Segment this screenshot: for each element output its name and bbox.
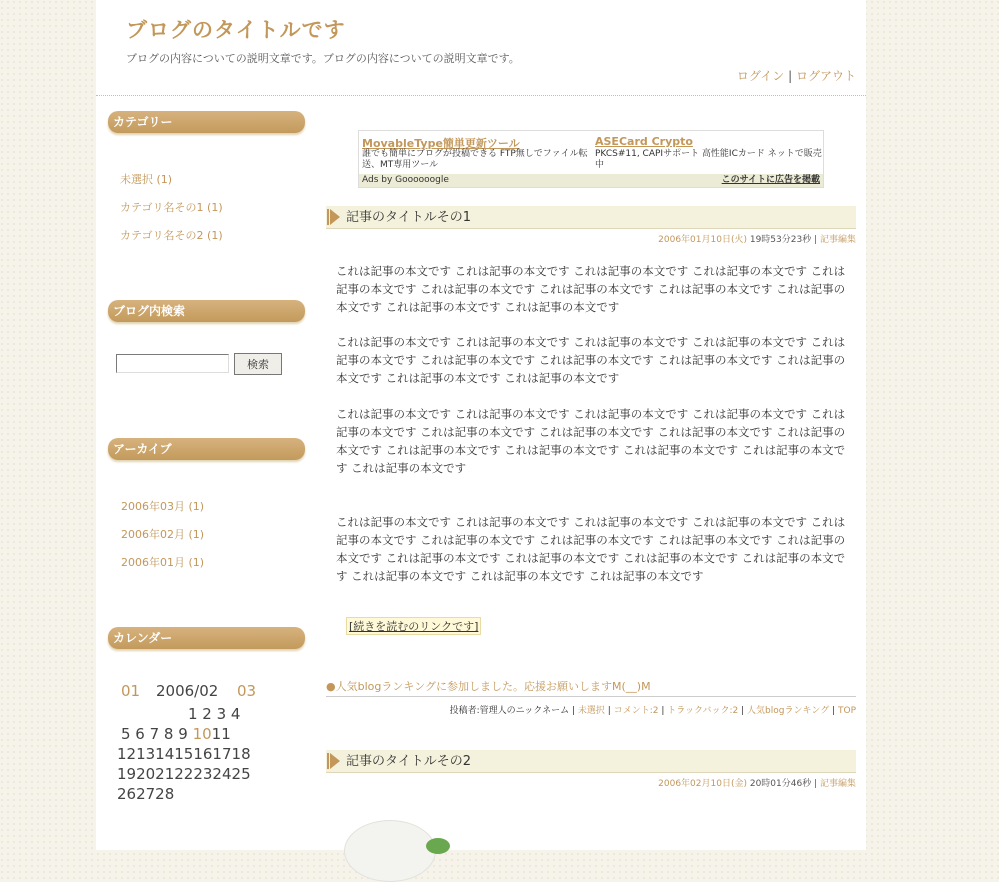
category-link-1[interactable]: カテゴリ名その1 (1): [120, 201, 223, 214]
entry-2-garnish-image: [426, 838, 450, 854]
search-button[interactable]: 検索: [234, 353, 282, 375]
calendar-row-4: 19202122232425: [117, 765, 251, 783]
entry-2-meta: 2006年02月10日(金) 20時01分46秒 | 記事編集: [658, 779, 856, 789]
entry-2-date[interactable]: 2006年02月10日(金): [658, 779, 747, 789]
read-more-link[interactable]: [続きを読むのリンクです]: [346, 617, 481, 635]
entry-top-link[interactable]: TOP: [837, 706, 856, 716]
entry-author: 投稿者:管理人のニックネーム: [449, 706, 570, 716]
archive-link-2006-02[interactable]: 2006年02月 (1): [121, 528, 205, 541]
ad-1-title[interactable]: MovableType簡単更新ツール: [362, 137, 520, 150]
ad-2-title[interactable]: ASECard Crypto: [595, 135, 693, 148]
logout-link[interactable]: ログアウト: [795, 69, 856, 83]
login-separator: |: [788, 69, 793, 83]
entry-trackbacks-link[interactable]: トラックバック:2: [667, 706, 739, 716]
category-heading: カテゴリー: [108, 111, 305, 133]
entry-comments-link[interactable]: コメント:2: [613, 706, 659, 716]
calendar-current-month: 2006/02: [156, 682, 219, 700]
calendar-row-5: 262728: [117, 785, 175, 803]
title-marker-icon: [330, 753, 340, 769]
entry-1-footer: 投稿者:管理人のニックネーム | 未選択 | コメント:2 | トラックバック:2 | 人気blogランキング | TOP: [449, 706, 856, 716]
entry-2-food-image: [344, 820, 436, 882]
calendar-row-2: 5 6 7 8 9 1011: [121, 725, 231, 743]
blog-description: ブログの内容についての説明文章です。ブログの内容についての説明文章です。: [126, 52, 520, 65]
calendar-prev-month[interactable]: 01: [121, 682, 141, 700]
calendar-row-1: 1 2 3 4: [188, 705, 241, 723]
entry-2-edit-link[interactable]: 記事編集: [819, 779, 856, 789]
ad-footer: [359, 174, 823, 187]
ad-1-text: 誰でも簡単にブログが投稿できる FTP無しでファイル転送、MT専用ツール: [362, 149, 588, 170]
header-divider: [96, 95, 866, 96]
entry-1-edit-link[interactable]: 記事編集: [819, 235, 856, 245]
archive-link-2006-01[interactable]: 2006年01月 (1): [121, 556, 205, 569]
entry-1-paragraph-3: これは記事の本文です これは記事の本文です これは記事の本文です これは記事の本文です これは記事の本文です これは記事の本文です これは記事の本文です これは記事の本文です これは記事の本文です これは記事の本文です これは記事の本文です これは記事の本文です これは記事の本文です これは記事の本文です: [336, 407, 846, 475]
title-marker-icon: [330, 209, 340, 225]
entry-2-title[interactable]: [326, 750, 856, 773]
entry-1-paragraph-2: これは記事の本文です これは記事の本文です これは記事の本文です これは記事の本文です これは記事の本文です これは記事の本文です これは記事の本文です これは記事の本文です これは記事の本文です これは記事の本文です これは記事の本文です: [336, 335, 846, 385]
archive-link-2006-03[interactable]: 2006年03月 (1): [121, 500, 205, 513]
entry-1-paragraph-1: これは記事の本文です これは記事の本文です これは記事の本文です これは記事の本文です これは記事の本文です これは記事の本文です これは記事の本文です これは記事の本文です これは記事の本文です これは記事の本文です これは記事の本文です: [336, 264, 846, 314]
search-heading: ブログ内検索: [108, 300, 305, 322]
calendar-next-month[interactable]: 03: [237, 682, 257, 700]
entry-ranking-link[interactable]: 人気blogランキング: [747, 706, 830, 716]
entry-1-time: 19時53分23秒: [749, 235, 812, 245]
login-link[interactable]: ログイン: [736, 69, 785, 83]
entry-1-title[interactable]: [326, 206, 856, 229]
entry-1-date[interactable]: 2006年01月10日(火): [658, 235, 747, 245]
ad-2-text: PKCS#11, CAPIサポート 高性能ICカード ネットで販売中: [595, 149, 822, 170]
advertise-link[interactable]: このサイトに広告を掲載: [721, 175, 820, 185]
calendar-day-10[interactable]: 10: [192, 725, 212, 743]
ranking-link[interactable]: ●人気blogランキングに参加しました。応援お願いしますM(__)M: [326, 678, 856, 697]
ad-block: [358, 130, 824, 188]
search-input[interactable]: [116, 354, 229, 373]
category-link-unselected[interactable]: 未選択 (1): [120, 173, 173, 186]
calendar-heading: カレンダー: [108, 627, 305, 649]
archive-heading: アーカイブ: [108, 438, 305, 460]
entry-2-time: 20時01分46秒: [749, 779, 812, 789]
entry-1-title-text: 記事のタイトルその1: [346, 210, 472, 225]
ads-by-label: Ads by Goooooogle: [362, 175, 449, 185]
entry-category-link[interactable]: 未選択: [577, 706, 605, 716]
page-container: [96, 0, 866, 850]
entry-2-title-text: 記事のタイトルその2: [346, 754, 472, 769]
category-link-2[interactable]: カテゴリ名その2 (1): [120, 229, 223, 242]
calendar-row-3: 12131415161718: [117, 745, 251, 763]
blog-title: ブログのタイトルです: [126, 18, 346, 42]
entry-1-meta: 2006年01月10日(火) 19時53分23秒 | 記事編集: [658, 235, 856, 245]
entry-1-paragraph-4: これは記事の本文です これは記事の本文です これは記事の本文です これは記事の本文です これは記事の本文です これは記事の本文です これは記事の本文です これは記事の本文です これは記事の本文です これは記事の本文です これは記事の本文です これは記事の本文です これは記事の本文です これは記事の本文です これは記事の本文です これは記事の本文です: [336, 515, 846, 583]
login-area: [737, 67, 856, 84]
